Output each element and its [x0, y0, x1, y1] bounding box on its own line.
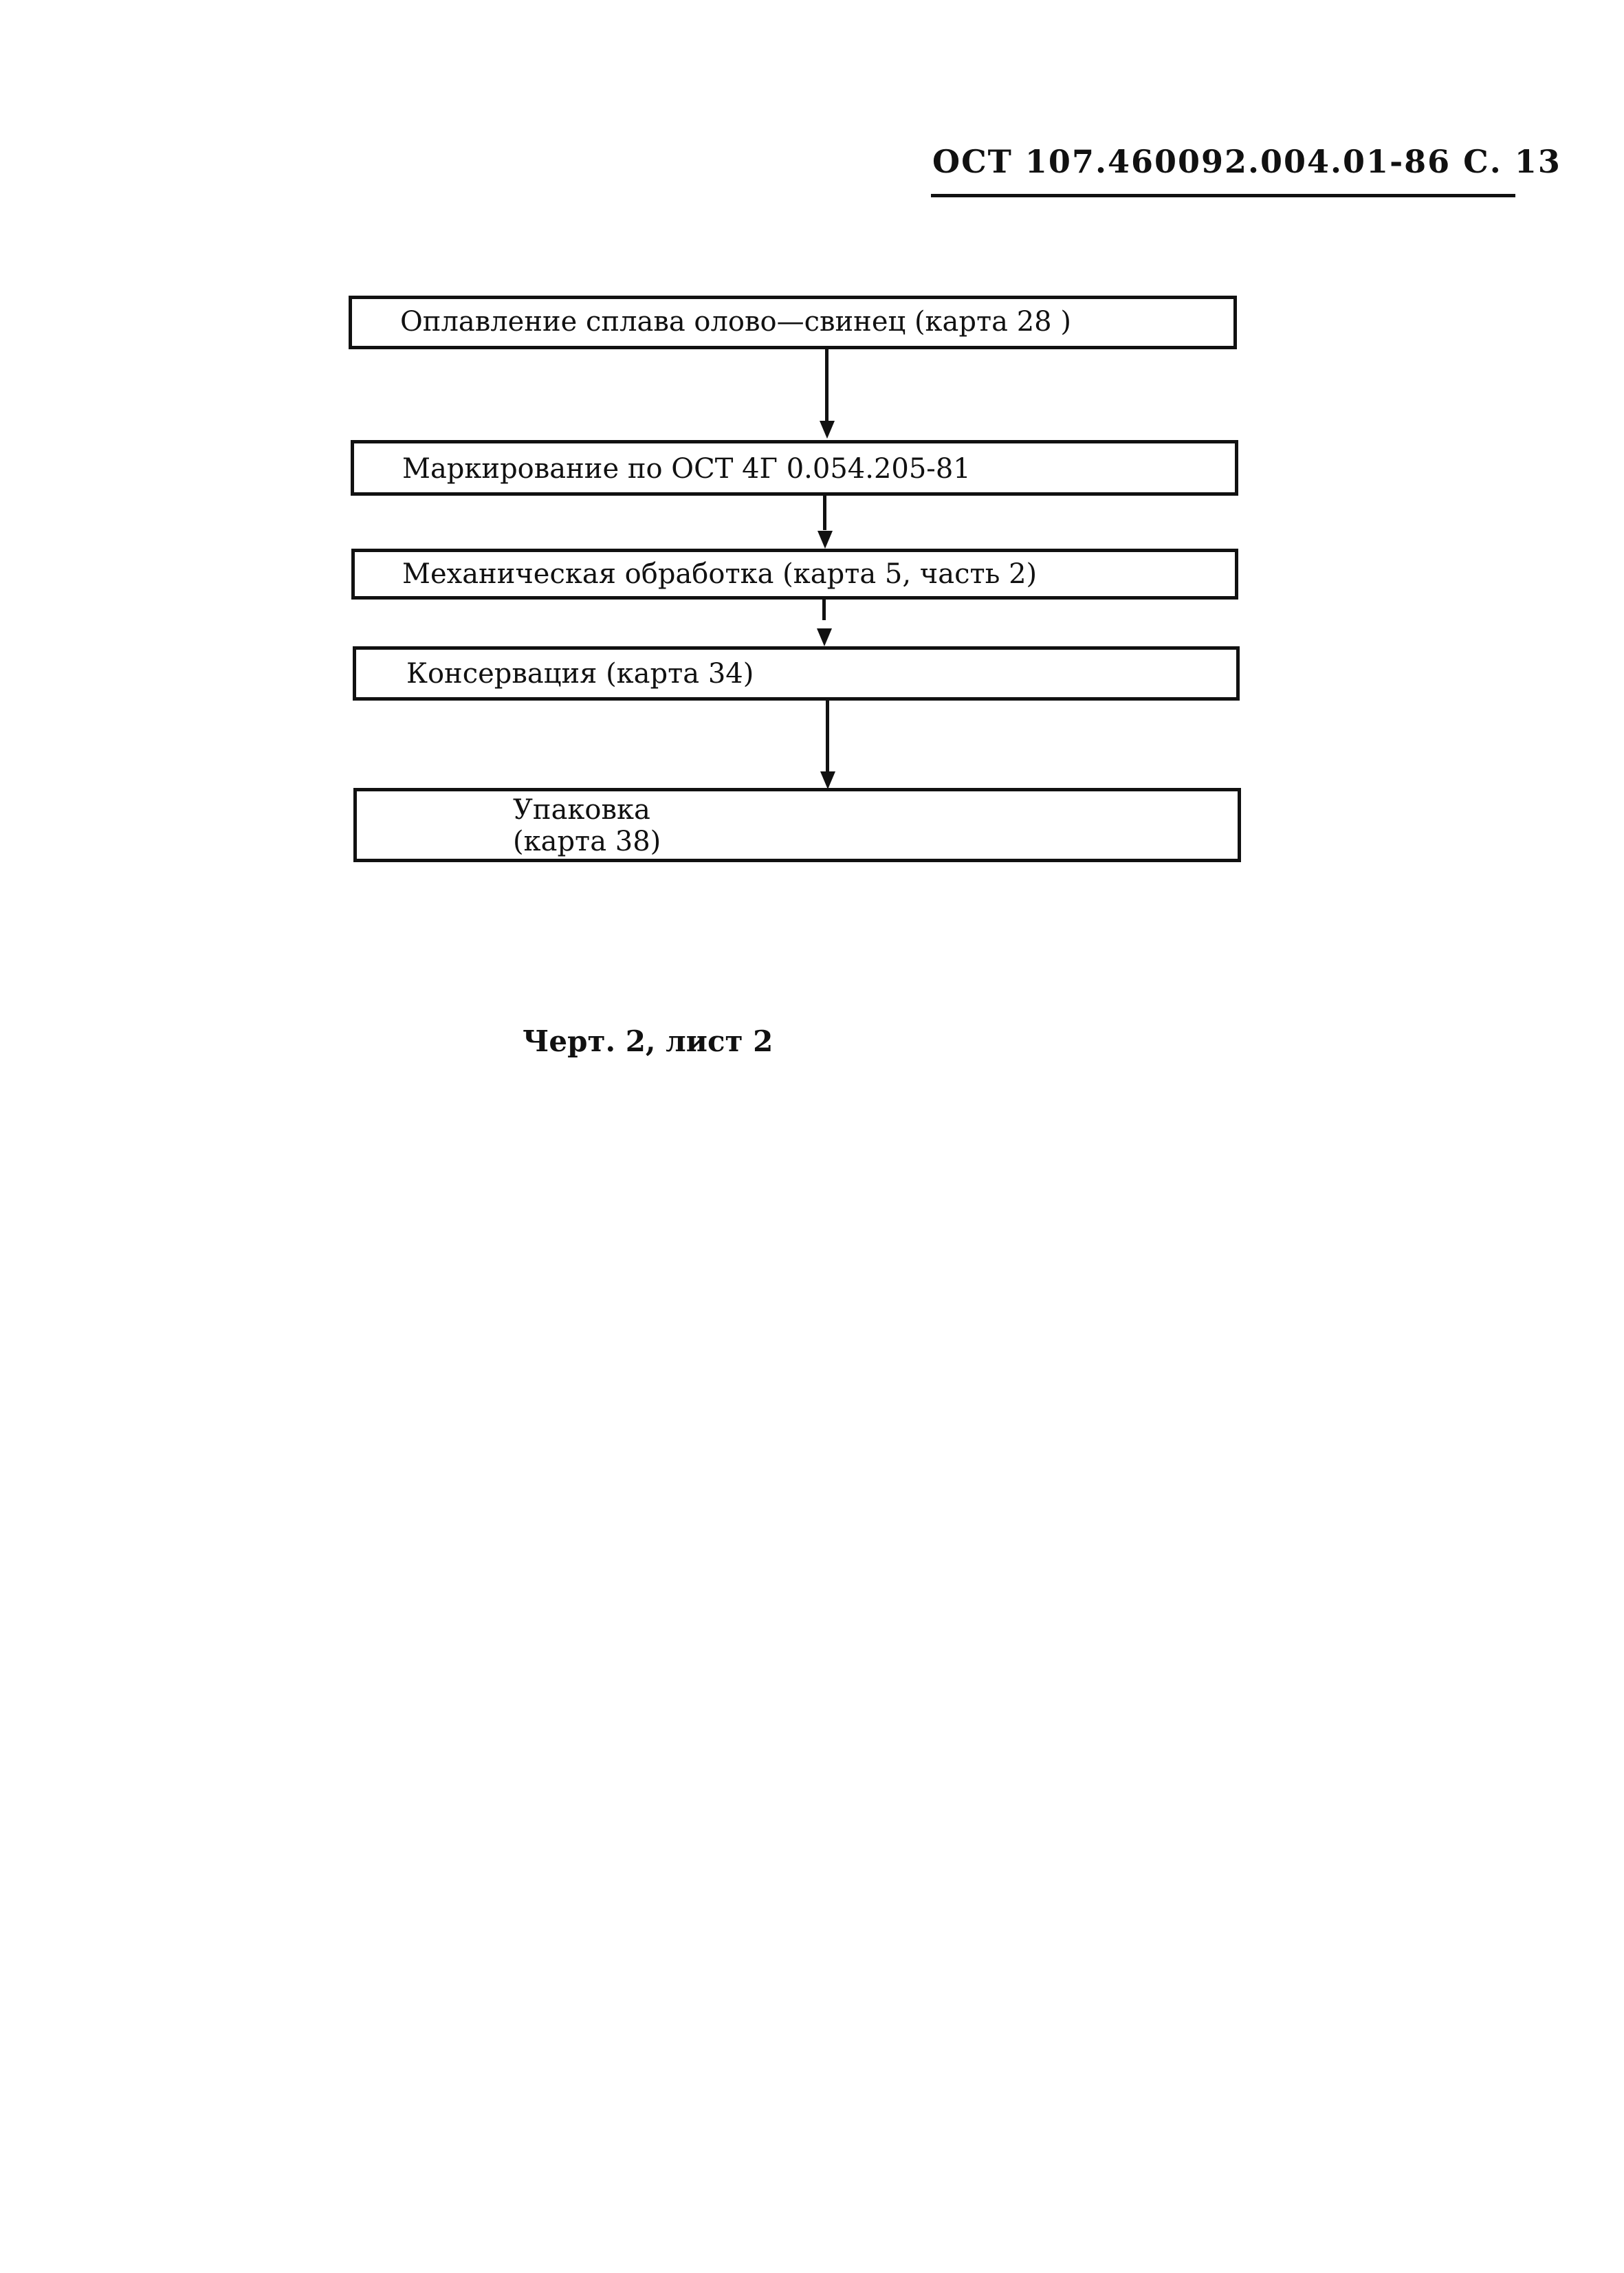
step-label-marking: Маркирование по ОСТ 4Г 0.054.205-81 — [402, 453, 971, 485]
figure-caption: Черт. 2, лист 2 — [523, 1024, 773, 1058]
step-box-machining — [351, 549, 1238, 600]
connector-line-1 — [825, 349, 829, 426]
document-code-header: ОСТ 107.460092.004.01-86 С. 13 — [932, 143, 1561, 180]
step-label-conservation: Консервация (карта 34) — [406, 658, 754, 690]
step-label-machining: Механическая обработка (карта 5, часть 2) — [402, 558, 1038, 590]
connector-line-3 — [822, 600, 826, 620]
header-underline — [931, 194, 1515, 197]
arrowhead-3 — [817, 628, 832, 646]
step-label-packing-card: (карта 38) — [513, 826, 661, 857]
step-box-marking — [351, 440, 1238, 496]
connector-line-2 — [823, 496, 826, 530]
step-box-reflow — [349, 296, 1237, 349]
step-label-reflow: Оплавление сплава олово—свинец (карта 28 ) — [400, 306, 1071, 338]
arrowhead-1 — [820, 421, 835, 439]
step-label-packing: Упаковка — [513, 794, 650, 826]
step-box-conservation — [353, 646, 1240, 701]
connector-line-4 — [826, 701, 829, 773]
step-box-packing — [353, 788, 1241, 862]
arrowhead-2 — [818, 531, 833, 549]
arrowhead-4 — [820, 771, 835, 789]
